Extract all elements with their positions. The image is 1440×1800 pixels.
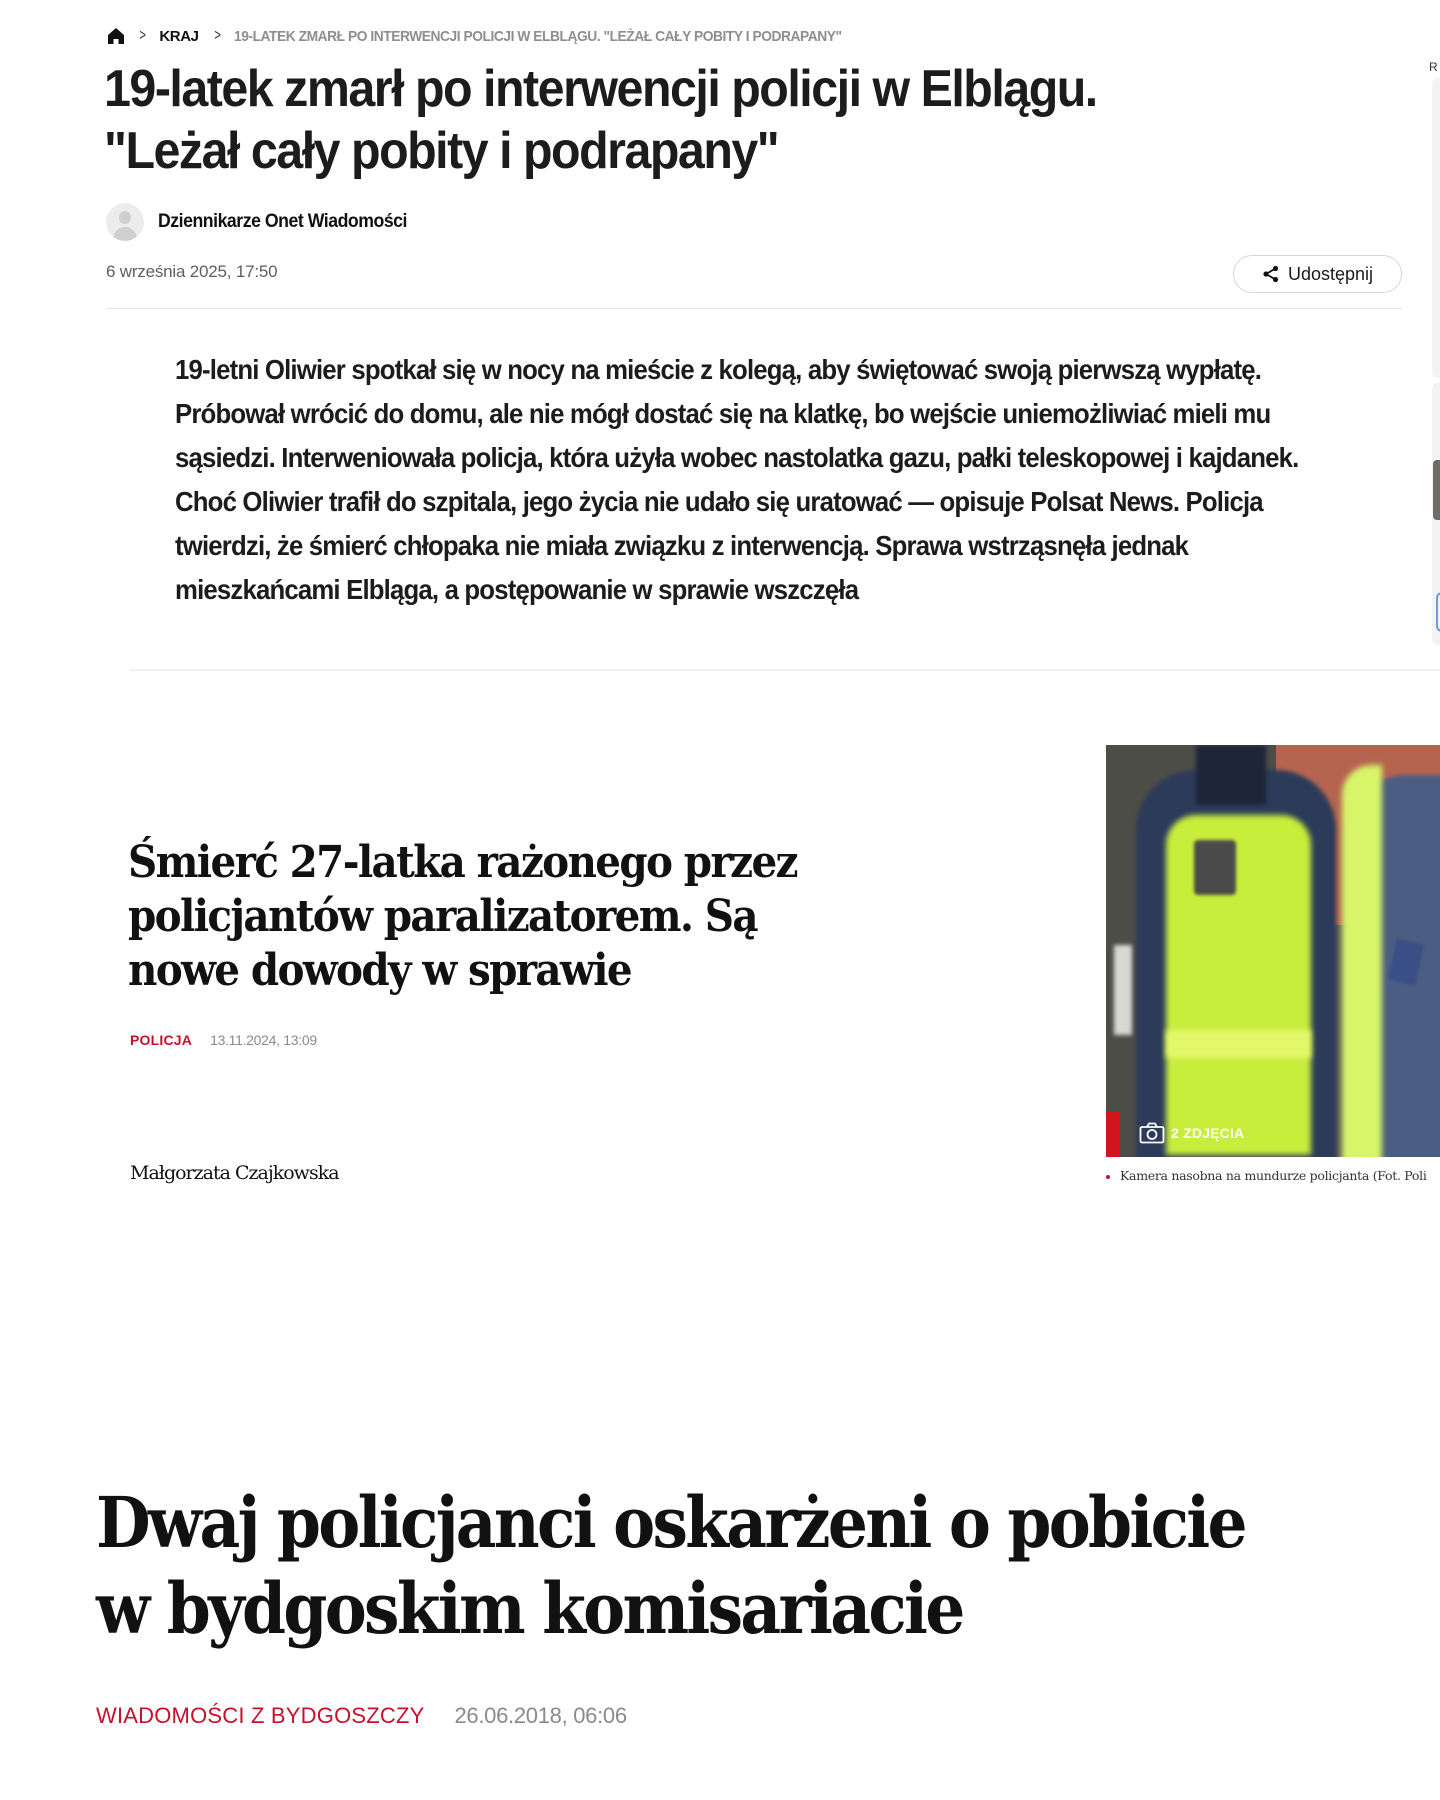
related-article-meta (130, 1032, 317, 1048)
publish-date: 6 września 2025, 17:50 (106, 262, 278, 281)
article-title-line-2: "Leżał cały pobity i podrapany" (104, 122, 779, 180)
chevron-right-icon: > (213, 27, 221, 44)
third-article-meta (96, 1703, 627, 1729)
article-title (104, 58, 1257, 182)
photo-gallery-count[interactable] (1139, 1122, 1244, 1144)
camera-icon (1139, 1122, 1165, 1144)
share-button[interactable] (1233, 255, 1402, 293)
breadcrumb-kraj[interactable]: KRAJ (159, 27, 199, 45)
photo-vest (1342, 765, 1382, 1157)
photo-collar (1196, 745, 1266, 805)
related-date: 13.11.2024, 13:09 (210, 1032, 317, 1048)
author-row (106, 203, 426, 241)
side-panel-label: R (1429, 60, 1438, 74)
related-photo[interactable] (1106, 745, 1440, 1157)
related-article-title[interactable]: Śmierć 27-latka rażonego przez policjantów paralizatorem. Są nowe dowody w sprawie (128, 837, 797, 996)
avatar-body-icon (113, 227, 137, 241)
share-icon (1262, 265, 1280, 283)
photo-count-label: 2 ZDJĘCIA (1171, 1125, 1245, 1141)
photo-vest-stripe (1166, 1030, 1311, 1058)
third-category[interactable]: WIADOMOŚCI Z BYDGOSZCZY (96, 1703, 425, 1728)
side-panel-button[interactable] (1436, 592, 1440, 632)
related-category[interactable]: POLICJA (130, 1032, 193, 1048)
side-panel-image (1433, 460, 1440, 520)
author-name[interactable]: Dziennikarze Onet Wiadomości (158, 211, 407, 232)
divider (106, 308, 1402, 309)
home-icon[interactable] (106, 26, 126, 46)
third-article-title[interactable]: Dwaj policjanci oskarżeni o pobicie w bydgoskim komisariacie (96, 1481, 1245, 1650)
article-lead (175, 348, 1345, 645)
avatar (106, 203, 144, 241)
bullet-icon (1106, 1175, 1110, 1179)
photo-body-camera (1194, 840, 1236, 895)
chevron-right-icon: > (139, 27, 146, 44)
share-label: Udostępnij (1287, 263, 1374, 284)
side-panel-card[interactable] (1432, 78, 1440, 378)
related-author[interactable]: Małgorzata Czajkowska (130, 1162, 339, 1184)
photo-caption (1106, 1168, 1440, 1183)
photo-accent-tab (1106, 1111, 1120, 1157)
photo-caption-text: Kamera nasobna na mundurze policjanta (Fot. Poli (1120, 1168, 1427, 1183)
third-date: 26.06.2018, 06:06 (454, 1703, 627, 1728)
article-title-line-1: 19-latek zmarł po interwencji policji w Elblągu. (104, 60, 1097, 118)
photo-vest (1166, 815, 1311, 1155)
breadcrumb-current: 19-LATEK ZMARŁ PO INTERWENCJI POLICJI W ELBLĄGU. "LEŻAŁ CAŁY POBITY I PODRAPANY" (233, 27, 842, 45)
photo-road-mark (1114, 945, 1132, 1035)
avatar-head-icon (119, 211, 131, 224)
article-lead-text: 19-letni Oliwier spotkał się w nocy na mieście z kolegą, aby świętować swoją pierwszą wypłatę. Próbował wrócić do domu, ale nie mógł dostać się na klatkę, bo wejście uniemożliwiać mieli mu sąsiedzi. Interweniowała policja, która użyła wobec nastolatka gazu, pałki teleskopowej i kajdanek. Choć Oliwier trafił do szpitala, jego życia nie udało się uratować — opisuje Polsat News. Policja twierdzi, że śmierć chłopaka nie miała związku z interwencją. Sprawa wstrząsnęła jednak mieszkańcami Elbląga, a postępowanie w sprawie wszczęła (175, 354, 1299, 605)
breadcrumb (106, 24, 894, 48)
divider (130, 669, 1440, 671)
